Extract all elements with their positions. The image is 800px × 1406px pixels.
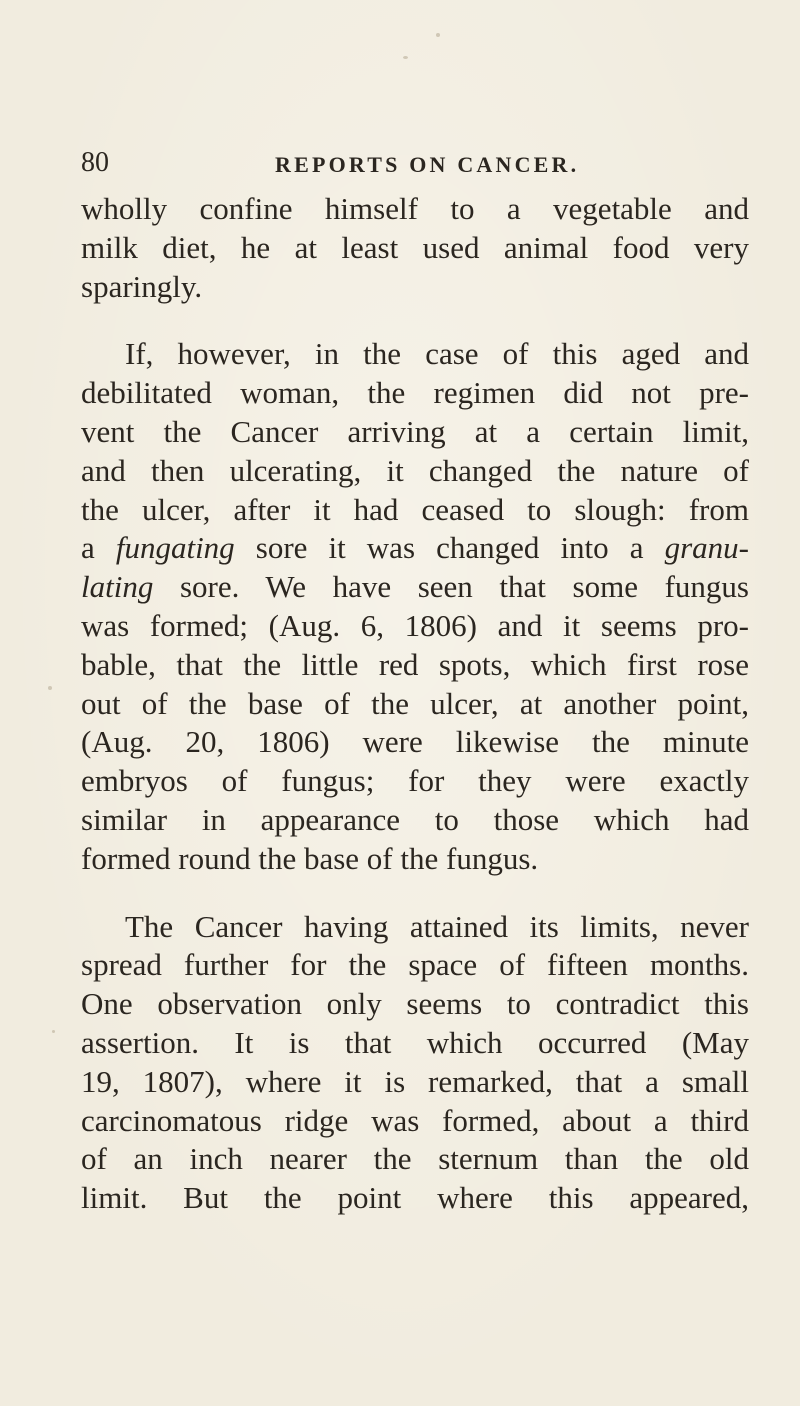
running-head [81,146,721,180]
text-line: The Cancer having attained its limits, never [125,908,749,944]
text-line: debilitated woman, the regimen did not pre- [81,375,749,411]
text-line: 19, 1807), where it is remarked, that a small [81,1063,749,1099]
text-line: similar in appearance to those which had [81,801,749,837]
text-line: milk diet, he at least used animal food very [81,229,749,265]
text-line: bable, that the little red spots, which first rose [81,646,749,682]
text-line: One observation only seems to contradict this [81,986,749,1022]
text-line: If, however, in the case of this aged and [125,336,749,372]
text-line: carcinomatous ridge was formed, about a third [81,1102,749,1138]
text-line: formed round the base of the fungus. [81,840,539,876]
text-line: the ulcer, after it had ceased to slough: from [81,491,749,527]
text-line: vent the Cancer arriving at a certain limit, [81,413,749,449]
text-line: limit. But the point where this appeared, [81,1180,749,1216]
text-line: wholly confine himself to a vegetable and [81,191,749,226]
paper-speck [48,686,52,690]
paragraph-3 [81,908,749,1218]
text-line: lating sore. We have seen that some fungus [81,569,749,605]
page-number: 80 [81,147,109,178]
italic-term: granu- [664,530,749,566]
paper-speck [52,1030,55,1033]
text-line: embryos of fungus; for they were exactly [81,763,749,799]
text-line: and then ulcerating, it changed the nature of [81,452,749,488]
text-line: spread further for the space of fifteen months. [81,947,749,983]
text-line: sparingly. [81,268,203,304]
paragraph-1 [81,190,749,306]
text-line: a fungating sore it was changed into a granu- [81,530,749,566]
italic-term: lating [81,569,154,605]
text-line: assertion. It is that which occurred (May [81,1024,749,1060]
text-line: (Aug. 20, 1806) were likewise the minute [81,724,749,760]
text-line: out of the base of the ulcer, at another point, [81,685,749,721]
text-line: of an inch nearer the sternum than the old [81,1141,749,1177]
paragraph-2 [81,335,749,878]
body-text [81,190,749,1218]
text-line: was formed; (Aug. 6, 1806) and it seems pro- [81,607,749,643]
italic-term: fungating [115,530,235,566]
paper-speck [436,33,440,37]
paper-speck [403,56,408,59]
running-title: REPORTS ON CANCER. [275,152,580,177]
